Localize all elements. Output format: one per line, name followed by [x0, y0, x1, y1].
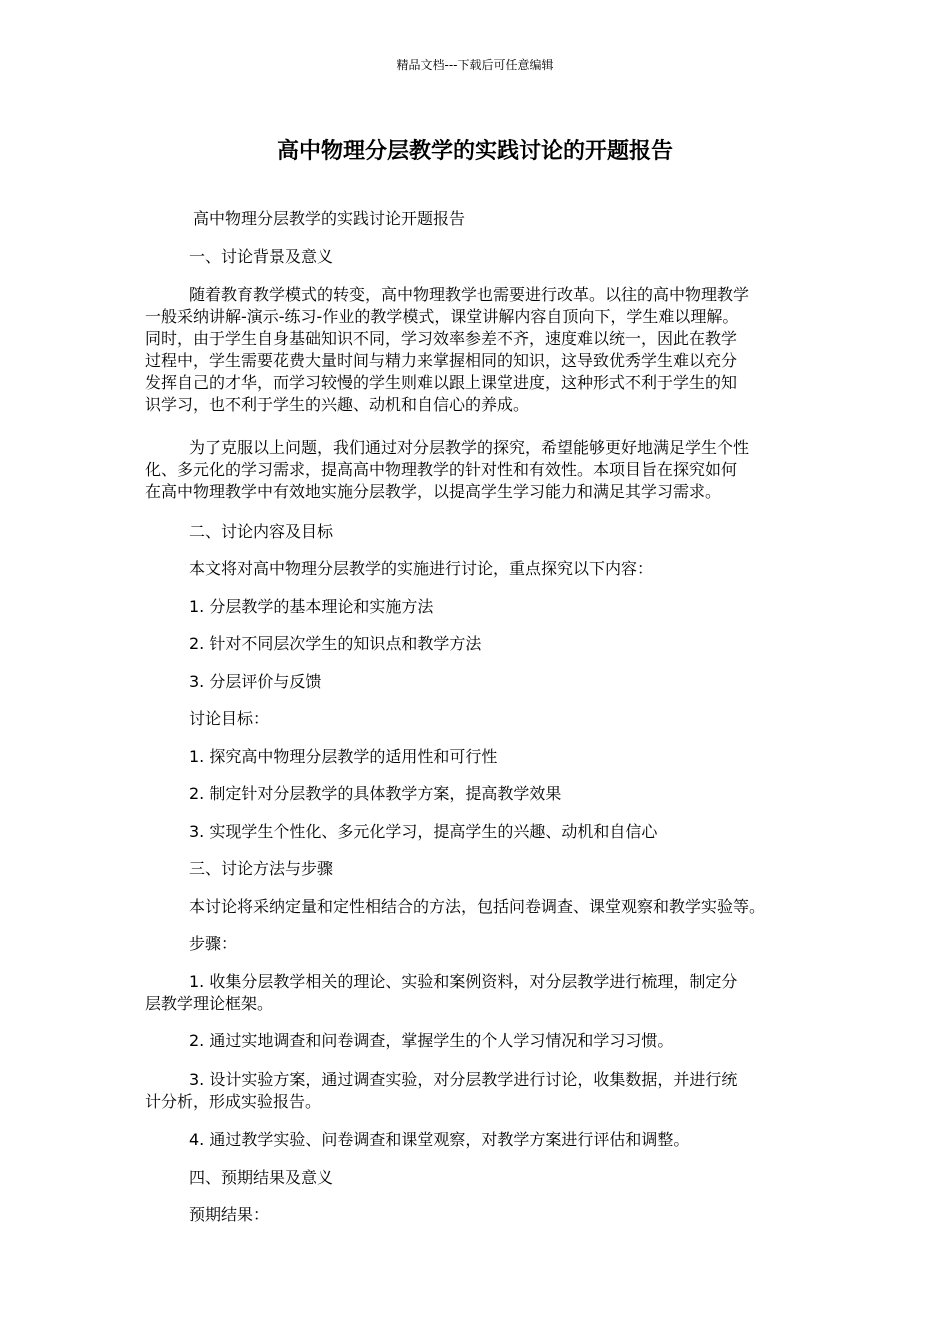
section-heading-results: 四、预期结果及意义: [189, 1168, 334, 1187]
method-text: 本讨论将采纳定量和定性相结合的方法，包括问卷调查、课堂观察和教学实验等。: [189, 897, 766, 916]
step-item: 2. 通过实地调查和问卷调查，掌握学生的个人学习情况和学习习惯。: [189, 1031, 674, 1050]
document-title: 高中物理分层教学的实践讨论的开题报告: [276, 139, 673, 164]
paragraph-line: 一般采纳讲解-演示-练习-作业的教学模式，课堂讲解内容自顶向下，学生难以理解。: [145, 307, 739, 326]
paragraph-line: 同时，由于学生自身基础知识不同，学习效率参差不齐，速度难以统一，因此在教学: [145, 329, 738, 348]
step-item: [145, 971, 817, 1015]
step-item: [145, 1069, 817, 1113]
content-item: 1. 分层教学的基本理论和实施方法: [189, 597, 434, 616]
paragraph-background: [145, 284, 817, 416]
step-line: 1. 收集分层教学相关的理论、实验和案例资料，对分层教学进行梳理，制定分: [189, 972, 738, 991]
paragraph-line: 识学习，也不利于学生的兴趣、动机和自信心的养成。: [145, 395, 530, 414]
step-line: 层教学理论框架。: [145, 994, 274, 1013]
paragraph-line: 化、多元化的学习需求，提高高中物理教学的针对性和有效性。本项目旨在探究如何: [145, 460, 738, 479]
step-line: 3. 设计实验方案，通过调查实验，对分层教学进行讨论，收集数据，并进行统: [189, 1070, 738, 1089]
content-item: 2. 针对不同层次学生的知识点和教学方法: [189, 634, 482, 653]
paragraph-purpose: [145, 437, 817, 503]
goal-item: 1. 探究高中物理分层教学的适用性和可行性: [189, 747, 498, 766]
paragraph-line: 发挥自己的才华，而学习较慢的学生则难以跟上课堂进度，这种形式不利于学生的知: [145, 373, 738, 392]
goal-item: 3. 实现学生个性化、多元化学习，提高学生的兴趣、动机和自信心: [189, 822, 658, 841]
step-item: 4. 通过教学实验、问卷调查和课堂观察，对教学方案进行评估和调整。: [189, 1130, 690, 1149]
paragraph-line: 过程中，学生需要花费大量时间与精力来掌握相同的知识，这导致优秀学生难以充分: [145, 351, 738, 370]
content-item: 3. 分层评价与反馈: [189, 672, 322, 691]
paragraph-line: 随着教育教学模式的转变，高中物理教学也需要进行改革。以往的高中物理教学: [189, 285, 750, 304]
expected-label: 预期结果：: [189, 1205, 270, 1224]
goal-item: 2. 制定针对分层教学的具体教学方案，提高教学效果: [189, 784, 562, 803]
step-line: 计分析，形成实验报告。: [145, 1092, 322, 1111]
document-subtitle: 高中物理分层教学的实践讨论开题报告: [193, 209, 466, 228]
goals-label: 讨论目标：: [189, 709, 270, 728]
section-heading-content: 二、讨论内容及目标: [189, 522, 334, 541]
section-heading-methods: 三、讨论方法与步骤: [189, 859, 334, 878]
paragraph-line: 为了克服以上问题，我们通过对分层教学的探究，希望能够更好地满足学生个性: [189, 438, 750, 457]
content-intro: 本文将对高中物理分层教学的实施进行讨论，重点探究以下内容：: [189, 559, 654, 578]
page-header-note: 精品文档---下载后可任意编辑: [396, 58, 554, 72]
section-heading-background: 一、讨论背景及意义: [189, 247, 334, 266]
steps-label: 步骤：: [189, 934, 238, 953]
paragraph-line: 在高中物理教学中有效地实施分层教学，以提高学生学习能力和满足其学习需求。: [145, 482, 722, 501]
